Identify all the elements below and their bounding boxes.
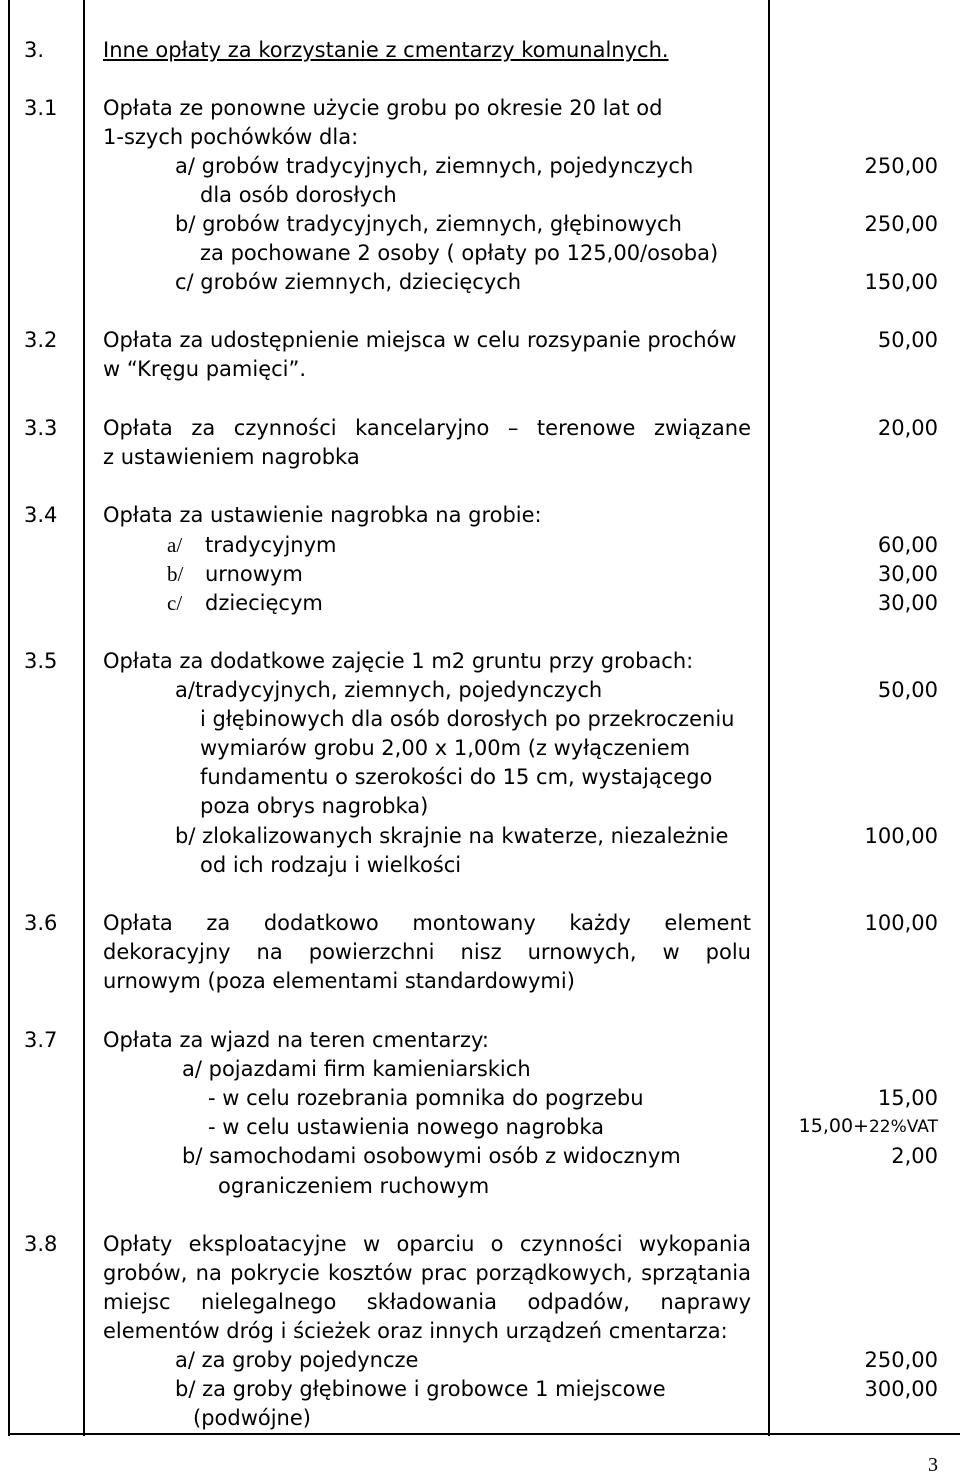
price-3-1-a: 250,00 <box>864 154 938 178</box>
price-3-7-2-base: 15,00+ <box>798 1115 869 1137</box>
section-3-4-item-c: dziecięcym <box>205 591 323 615</box>
section-3-8-line3: miejsc nielegalnego składowania odpadów, naprawy <box>103 1290 751 1314</box>
section-3-1-c1: c/ grobów ziemnych, dziecięcych <box>175 270 522 294</box>
price-3-4-a: 60,00 <box>877 533 938 557</box>
price-3-4-c: 30,00 <box>877 591 938 615</box>
price-3-1-c: 150,00 <box>864 270 938 294</box>
section-3-number: 3. <box>24 38 45 62</box>
section-3-5-a2: i głębinowych dla osób dorosłych po przekroczeniu <box>200 707 735 731</box>
section-3-1-b2: za pochowane 2 osoby ( opłaty po 125,00/osoba) <box>200 241 719 265</box>
section-3-6-line1: Opłata za dodatkowo montowany każdy element <box>103 911 751 935</box>
section-3-4-number: 3.4 <box>24 503 58 527</box>
table-bottom-border <box>8 1433 960 1435</box>
section-3-7-number: 3.7 <box>24 1028 58 1052</box>
table-border-left <box>8 0 10 1436</box>
section-3-5-a1: a/tradycyjnych, ziemnych, pojedynczych <box>175 678 603 702</box>
price-3-8-a: 250,00 <box>864 1348 938 1372</box>
section-3-1-a1: a/ grobów tradycyjnych, ziemnych, pojedynczych <box>175 154 694 178</box>
section-3-3-line2: z ustawieniem nagrobka <box>103 445 360 469</box>
section-3-7-line1: Opłata za wjazd na teren cmentarzy: <box>103 1028 489 1052</box>
section-3-8-b2: (podwójne) <box>193 1406 311 1430</box>
price-3-1-b: 250,00 <box>864 212 938 236</box>
price-3-2: 50,00 <box>877 328 938 352</box>
price-3-7-1: 15,00 <box>877 1086 938 1110</box>
price-3-4-b: 30,00 <box>877 562 938 586</box>
price-3-6: 100,00 <box>864 911 938 935</box>
section-3-1-line2: 1-szych pochówków dla: <box>103 125 359 149</box>
section-3-1-b1: b/ grobów tradycyjnych, ziemnych, głębinowych <box>175 212 682 236</box>
section-3-2-line1: Opłata za udostępnienie miejsca w celu rozsypanie prochów <box>103 328 737 352</box>
section-3-3-line1: Opłata za czynności kancelaryjno – terenowe związane <box>103 416 751 440</box>
price-3-7-2-vat: 22%VAT <box>868 1117 938 1137</box>
section-3-6-line3: urnowym (poza elementami standardowymi) <box>103 969 575 993</box>
section-3-7-dash2: - w celu ustawienia nowego nagrobka <box>208 1115 604 1139</box>
section-3-6-line2: dekoracyjny na powierzchni nisz urnowych, w polu <box>103 940 751 964</box>
section-3-1-a2: dla osób dorosłych <box>200 183 397 207</box>
section-3-5-a5: poza obrys nagrobka) <box>200 794 429 818</box>
section-3-2-line2: w “Kręgu pamięci”. <box>103 357 307 381</box>
section-3-5-number: 3.5 <box>24 649 58 673</box>
section-3-4-item-b: urnowym <box>205 562 303 586</box>
column-divider-left <box>83 0 85 1436</box>
price-3-5-a: 50,00 <box>877 678 938 702</box>
section-3-8-a: a/ za groby pojedyncze <box>175 1348 419 1372</box>
section-3-5-b1: b/ zlokalizowanych skrajnie na kwaterze, niezależnie <box>175 824 729 848</box>
section-3-8-line4: elementów dróg i ścieżek oraz innych urządzeń cmentarza: <box>103 1319 728 1343</box>
section-3-title: Inne opłaty za korzystanie z cmentarzy komunalnych. <box>103 38 669 62</box>
page-number: 3 <box>928 1454 938 1476</box>
section-3-7-b1: b/ samochodami osobowymi osób z widocznym <box>182 1144 681 1168</box>
section-3-5-b2: od ich rodzaju i wielkości <box>200 853 462 877</box>
section-3-5-line1: Opłata za dodatkowe zajęcie 1 m2 gruntu przy grobach: <box>103 649 694 673</box>
section-3-3-number: 3.3 <box>24 416 58 440</box>
price-3-7-3: 2,00 <box>891 1144 938 1168</box>
section-3-6-number: 3.6 <box>24 911 58 935</box>
column-divider-right <box>768 0 770 1436</box>
section-3-4-line1: Opłata za ustawienie nagrobka na grobie: <box>103 503 542 527</box>
section-3-4-item-a: tradycyjnym <box>205 533 337 557</box>
price-3-5-b: 100,00 <box>864 824 938 848</box>
section-3-5-a3: wymiarów grobu 2,00 x 1,00m (z wyłączeniem <box>200 736 691 760</box>
section-3-1-line1: Opłata ze ponowne użycie grobu po okresie 20 lat od <box>103 96 663 120</box>
section-3-1-number: 3.1 <box>24 96 58 120</box>
price-3-7-2 <box>799 1112 938 1142</box>
section-3-2-number: 3.2 <box>24 328 58 352</box>
section-3-7-b2: ograniczeniem ruchowym <box>218 1174 490 1198</box>
section-3-4-letter-c: c/ <box>167 591 183 615</box>
section-3-8-b1: b/ za groby głębinowe i grobowce 1 miejscowe <box>175 1377 666 1401</box>
section-3-7-dash1: - w celu rozebrania pomnika do pogrzebu <box>208 1086 644 1110</box>
section-3-8-line2: grobów, na pokrycie kosztów prac porządkowych, sprzątania <box>103 1261 751 1285</box>
section-3-4-letter-b: b/ <box>167 562 184 586</box>
section-3-7-a: a/ pojazdami firm kamieniarskich <box>182 1057 531 1081</box>
section-3-5-a4: fundamentu o szerokości do 15 cm, wystającego <box>200 765 713 789</box>
price-3-3: 20,00 <box>877 416 938 440</box>
price-3-8-b: 300,00 <box>864 1377 938 1401</box>
section-3-8-line1: Opłaty eksploatacyjne w oparciu o czynności wykopania <box>103 1232 751 1256</box>
section-3-8-number: 3.8 <box>24 1232 58 1256</box>
section-3-4-letter-a: a/ <box>167 533 183 557</box>
